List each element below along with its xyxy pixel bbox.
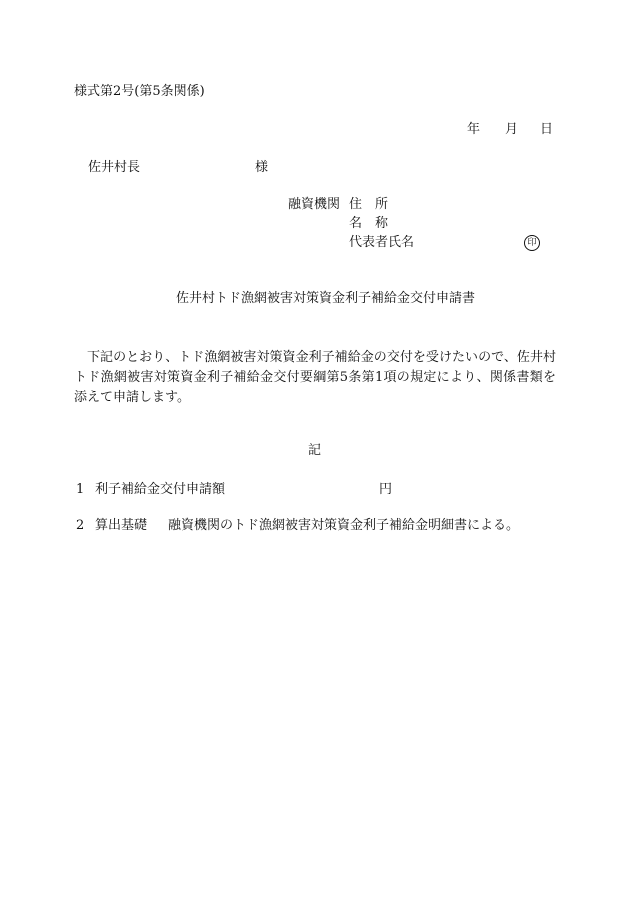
- item-2-value: 融資機関のトド漁網被害対策資金利子補給金明細書による。: [168, 518, 520, 533]
- document-title: 佐井村トド漁網被害対策資金利子補給金交付申請書: [176, 291, 476, 306]
- applicant-address-label: 住 所: [349, 197, 389, 212]
- item-1-value: 円: [379, 482, 393, 497]
- date-month-label: 月: [505, 122, 519, 137]
- date-day-label: 日: [540, 122, 554, 137]
- applicant-rep-label: 代表者氏名: [349, 235, 415, 250]
- item-1-label: 利子補給金交付申請額: [95, 482, 226, 497]
- item-1-number: 1: [76, 482, 85, 497]
- addressee-honorific: 様: [255, 160, 269, 175]
- date-year-label: 年: [467, 122, 481, 137]
- seal-mark: 印: [524, 235, 540, 251]
- applicant-org-label: 融資機関: [288, 197, 341, 212]
- ki-heading: 記: [308, 443, 322, 458]
- body-paragraph: 下記のとおり、トド漁網被害対策資金利子補給金の交付を受けたいので、佐井村トド漁網被害対策資金利子補給金交付要綱第5条第1項の規定により、関係書類を添えて申請します。: [74, 350, 556, 405]
- item-2-label: 算出基礎: [95, 518, 148, 533]
- applicant-name-label: 名 称: [349, 216, 389, 231]
- item-2-number: 2: [76, 518, 85, 533]
- addressee-name: 佐井村長: [88, 160, 141, 175]
- form-number: 様式第2号(第5条関係): [74, 84, 205, 99]
